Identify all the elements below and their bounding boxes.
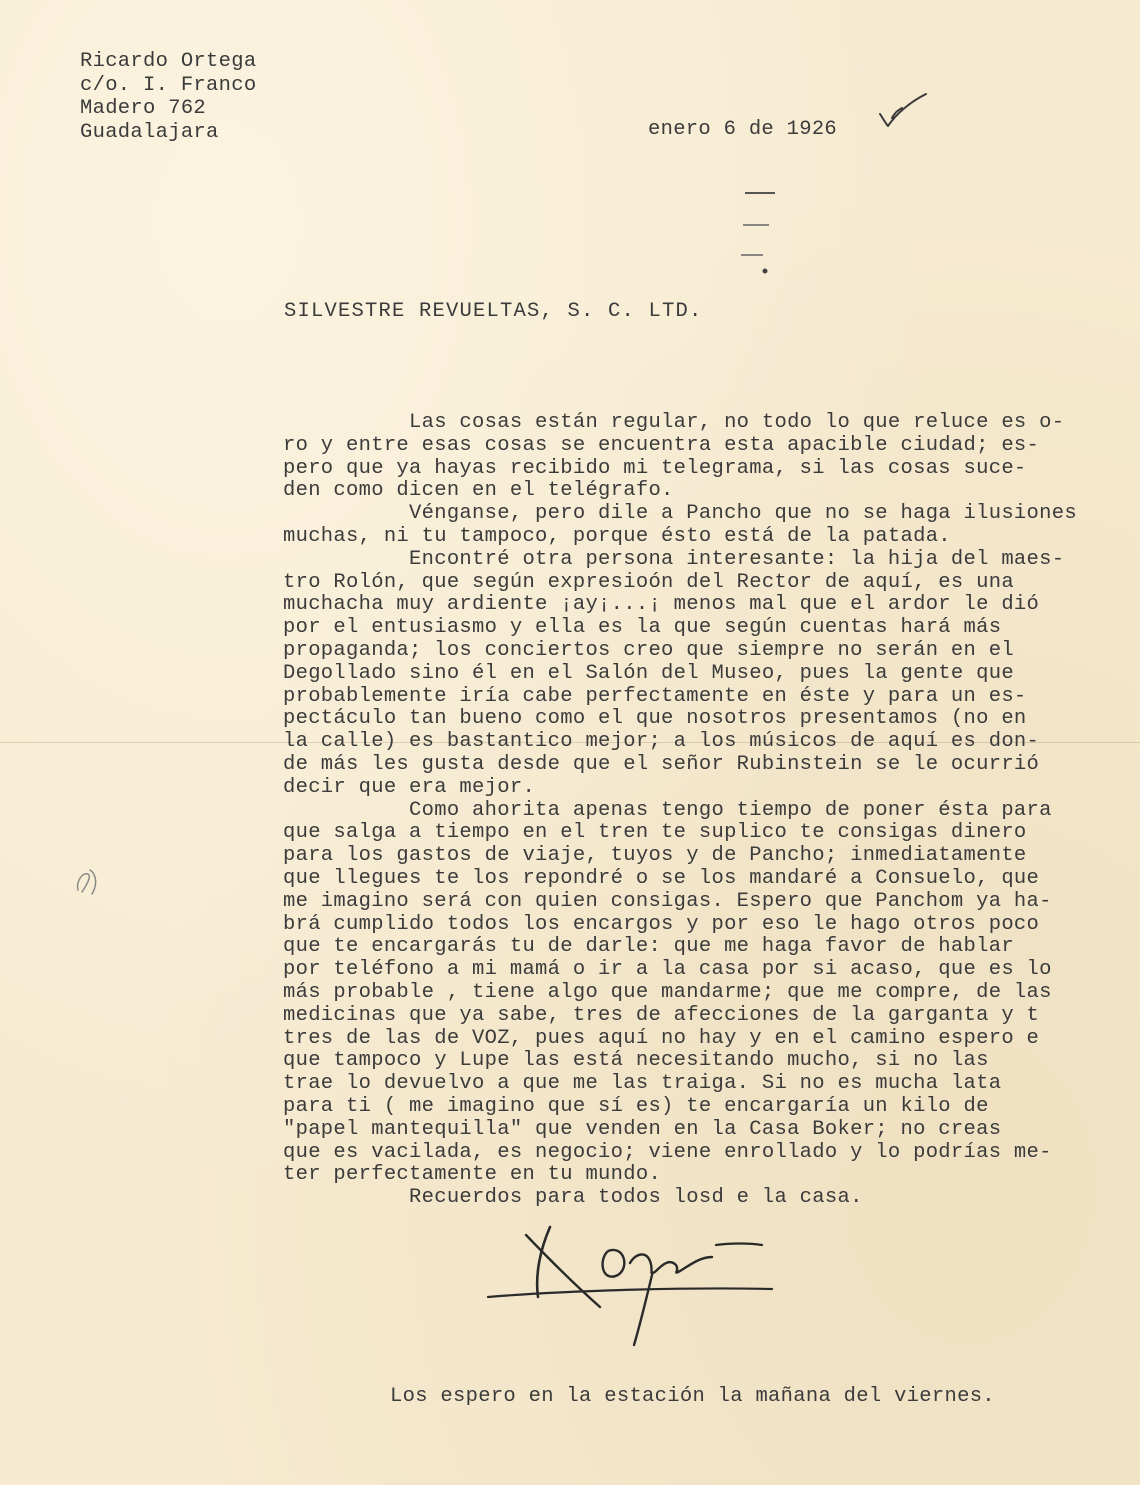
body-line: Degollado sino él en el Salón del Museo, pues la gente que [283,661,1014,685]
body-line: Las cosas están regular, no todo lo que reluce es o- [283,411,1065,434]
pencil-margin-note [70,860,110,904]
sender-street: Madero 762 [80,97,207,120]
signature-icon [480,1205,790,1355]
body-line: para los gastos de viaje, tuyos y de Pancho; inmediatamente [283,844,1027,868]
postscript-line: Los espero en la estación la mañana del viernes. [390,1385,995,1408]
body-line: para ti ( me imagino que sí es) te encargaría un kilo de [283,1094,989,1118]
body-line: que te encargarás tu de darle: que me haga favor de hablar [283,935,1014,959]
body-line: por el entusiasmo y ella es la que según cuentas hará más [283,616,1002,640]
check-mark-icon [876,92,930,132]
body-line: Como ahorita apenas tengo tiempo de poner ésta para [283,798,1052,822]
ink-dash-marks [735,185,785,280]
body-line: me imagino será con quien consigas. Espero que Panchom ya ha- [283,889,1052,913]
body-line: den como dicen en el telégrafo. [283,479,674,503]
body-line: trae lo devuelvo a que me las traiga. Si no es mucha lata [283,1072,1002,1096]
body-line: que es vacilada, es negocio; viene enrollado y lo podrías me- [283,1140,1052,1164]
body-line: ro y entre esas cosas se encuentra esta apacible ciudad; es- [283,433,1040,457]
body-line: pero que ya hayas recibido mi telegrama, si las cosas suce- [283,456,1027,480]
body-line: que salga a tiempo en el tren te suplico te consigas dinero [283,821,1027,845]
sender-city: Guadalajara [80,120,219,144]
body-line: Encontré otra persona interesante: la hija del maes- [283,547,1065,571]
body-line: Vénganse, pero dile a Pancho que no se haga ilusiones [283,502,1077,526]
body-line: decir que era mejor. [283,775,536,799]
body-line: Recuerdos para todos losd e la casa. [283,1186,863,1210]
letter-body [283,412,1113,1210]
body-line: tres de las de VOZ, pues aquí no hay y en el camino espero e [283,1026,1040,1050]
letter-date: enero 6 de 1926 [648,118,838,141]
body-line: más probable , tiene algo que mandarme; que me compre, de las [283,980,1052,1004]
body-line: ter perfectamente en tu mundo. [283,1163,662,1187]
body-line: propaganda; los conciertos creo que siempre no serán en el [283,638,1014,662]
body-line: la calle) es bastantico mejor; a los músicos de aquí es don- [283,730,1040,754]
recipient-line: SILVESTRE REVUELTAS, S. C. LTD. [284,300,703,323]
body-line: que llegues te los repondré o se los mandaré a Consuelo, que [283,866,1040,890]
body-line: por teléfono a mi mamá o ir a la casa por si acaso, que es lo [283,958,1052,982]
body-line: probablemente iría cabe perfectamente en éste y para un es- [283,684,1027,708]
body-line: tro Rolón, que según expresioón del Rector de aquí, es una [283,570,1014,594]
body-line: de más les gusta desde que el señor Rubinstein se le ocurrió [283,752,1040,776]
body-line: pectáculo tan bueno como el que nosotros presentamos (no en [283,707,1027,731]
body-line: que tampoco y Lupe las está necesitando mucho, si no las [283,1049,989,1073]
body-line: "papel mantequilla" que venden en la Casa Boker; no creas [283,1117,1002,1141]
body-line: brá cumplido todos los encargos y por eso le hago otros poco [283,912,1040,936]
body-line: medicinas que ya sabe, tres de afecciones de la garganta y t [283,1003,1040,1027]
sender-name: Ricardo Ortega [80,50,257,73]
sender-address [80,50,256,144]
body-line: muchacha muy ardiente ¡ay¡...¡ menos mal que el ardor le dió [283,593,1040,617]
body-line: muchas, ni tu tampoco, porque ésto está de la patada. [283,524,951,548]
sender-care-of: c/o. I. Franco [80,73,257,97]
